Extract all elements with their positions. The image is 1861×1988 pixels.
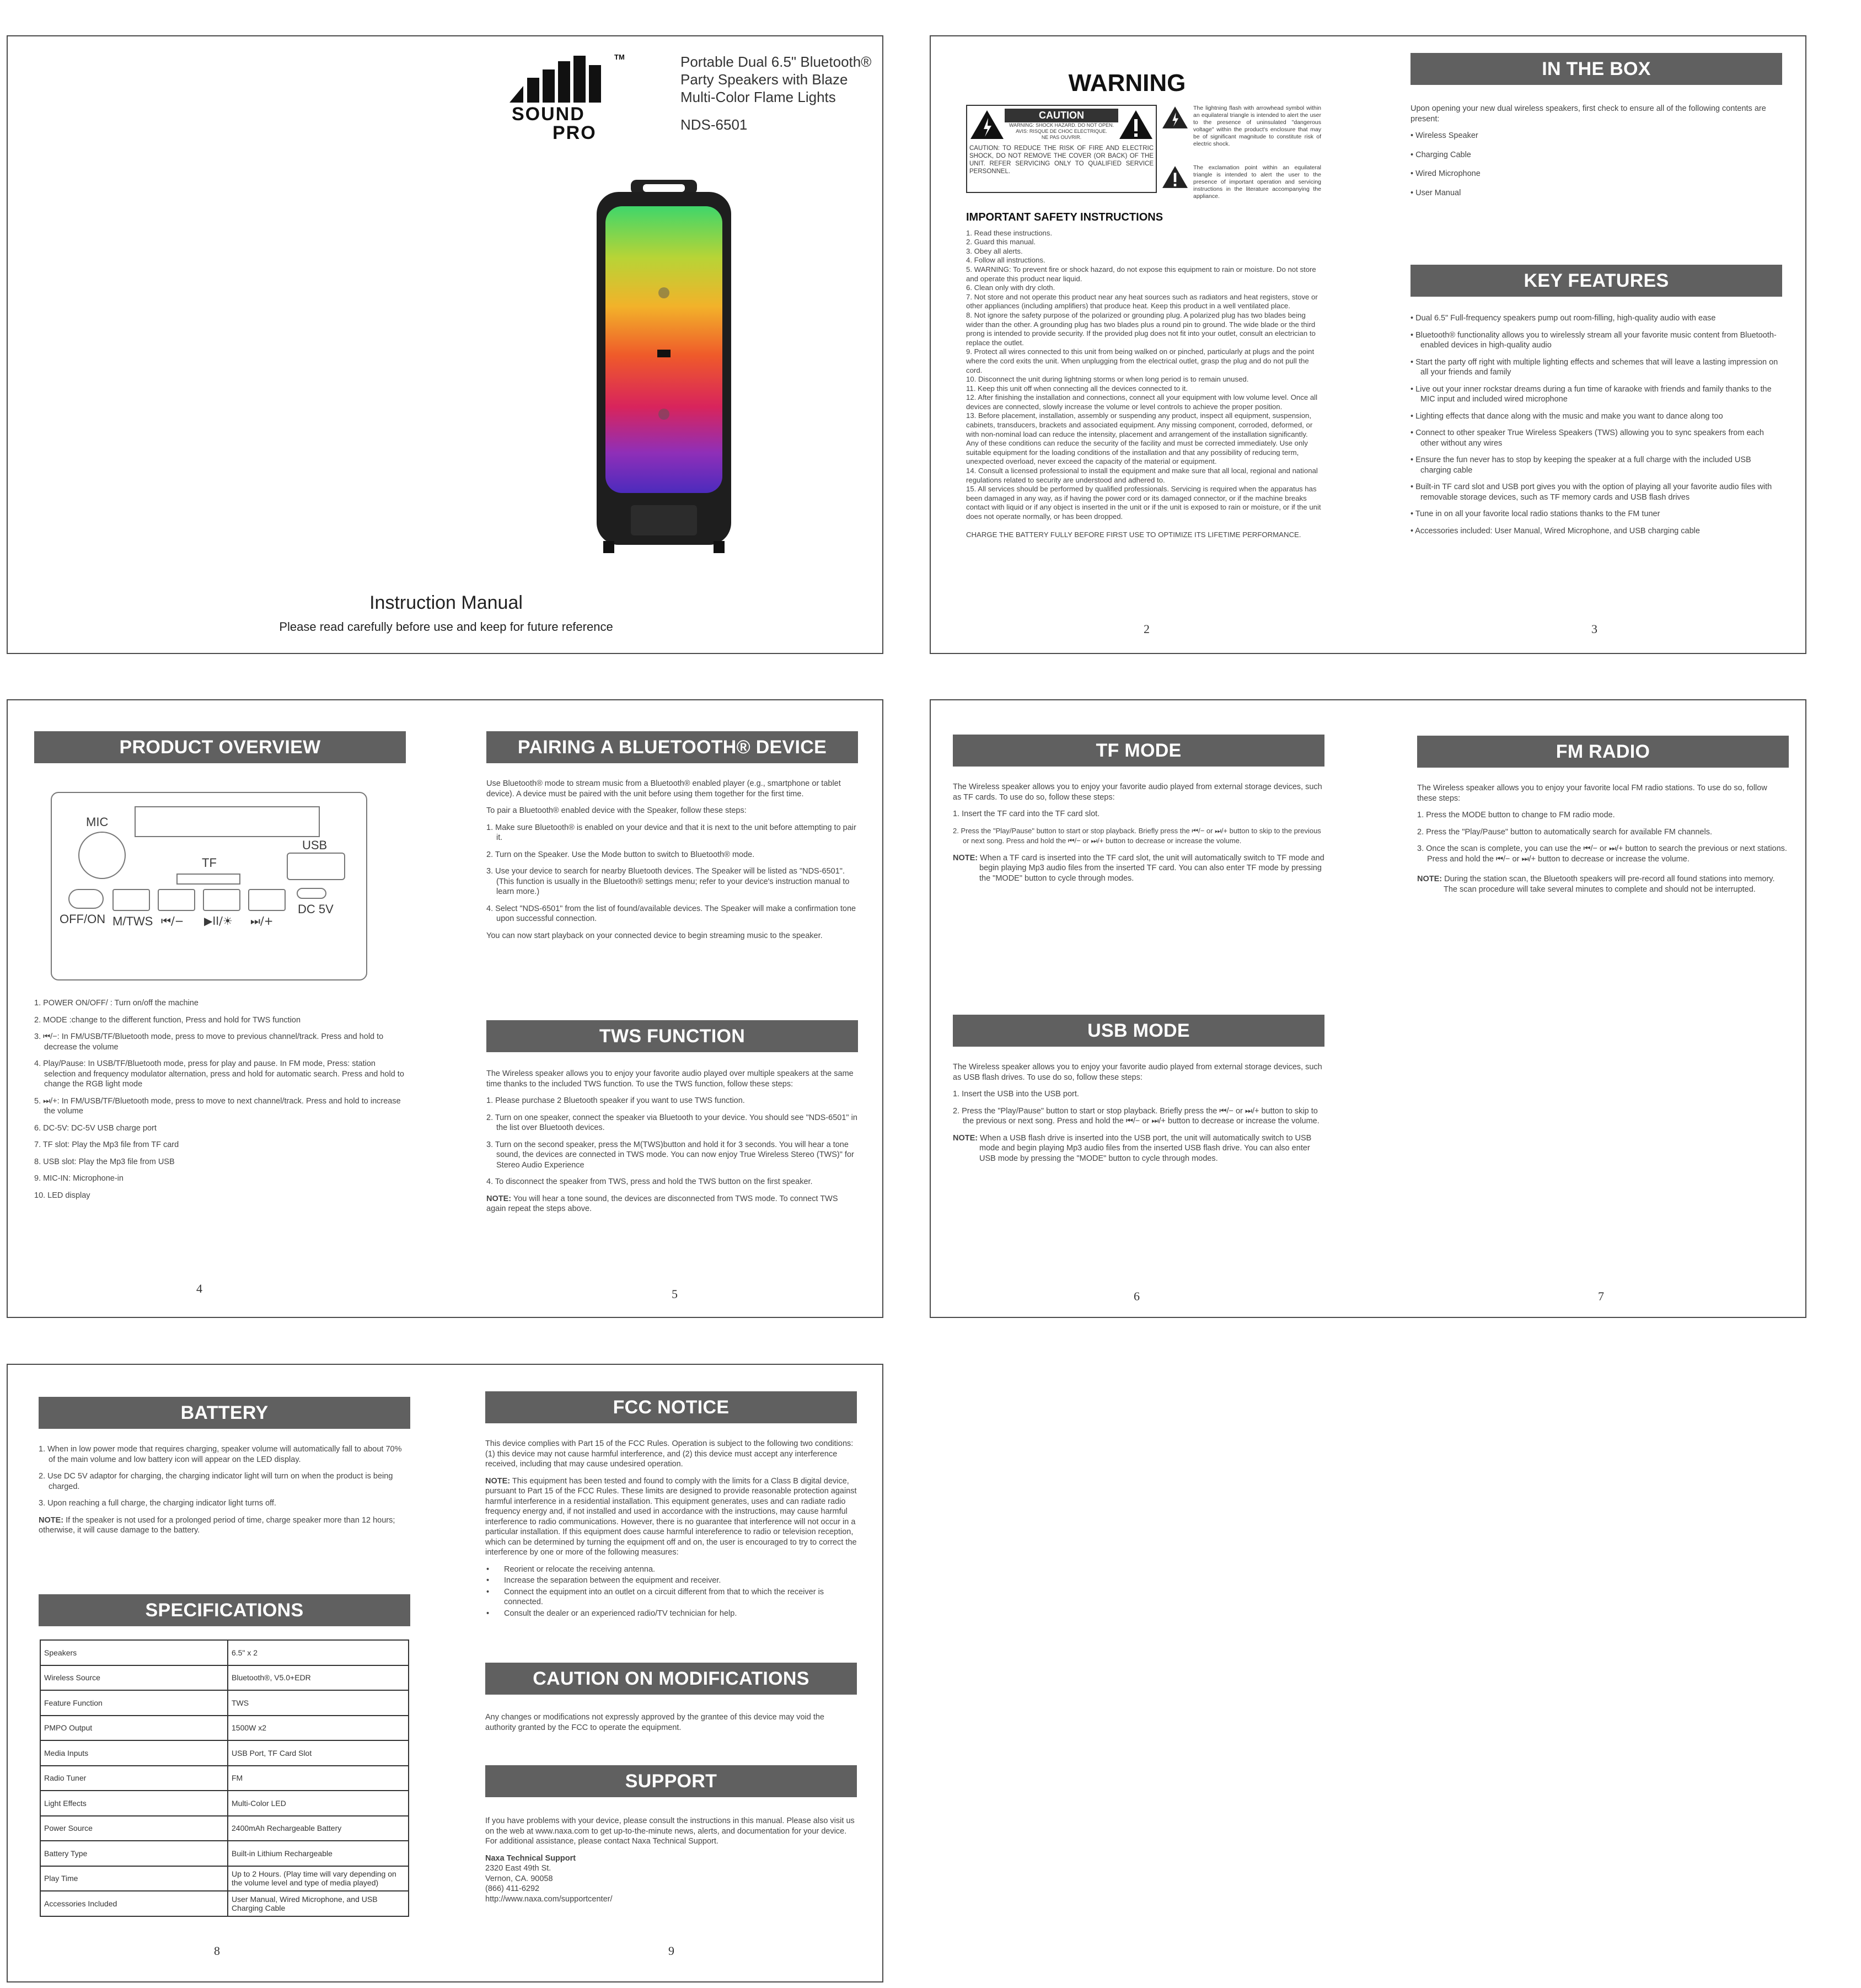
overview-item: 10. LED display <box>34 1191 90 1200</box>
feature-item: • Accessories included: User Manual, Wired Microphone, and USB charging cable <box>1411 526 1700 535</box>
support-url[interactable]: http://www.naxa.com/supportcenter/ <box>485 1894 613 1904</box>
fcc-bullet: • Reorient or relocate the receiving antenna. <box>485 1564 857 1575</box>
spec-row <box>40 1716 409 1741</box>
spec-row <box>40 1665 409 1691</box>
box-list <box>1411 131 1782 198</box>
overview-item: 2. MODE :change to the different function, Press and hold for TWS function <box>34 1015 301 1025</box>
page-number-4: 4 <box>196 1282 202 1295</box>
box-item: • Wireless Speaker <box>1411 131 1478 140</box>
spec-row <box>40 1866 409 1891</box>
battery-item: 2. Use DC 5V adaptor for charging, the charging indicator light will turn on when the product is being charged. <box>39 1472 393 1491</box>
feature-item: • Live out your inner rockstar dreams during a fun time of karaoke with friends and family thanks to the MIC input and included wired microphone <box>1411 384 1772 404</box>
control-panel-diagram <box>51 792 367 980</box>
key-features-header: KEY FEATURES <box>1411 265 1782 297</box>
tws-step: 1. Please purchase 2 Bluetooth speaker if you want to use TWS function. <box>486 1096 745 1105</box>
symbol-explanation-1 <box>1161 105 1321 148</box>
fm-step-3: 3. Once the scan is complete, you can use the ⏮/− or ⏭/+ button to search the previous or next stations. Press and hold the ⏮/− or ⏭/+ button to decrease or increase the volume. <box>1417 844 1787 864</box>
overview-item: 4. Play/Pause: In USB/TF/Bluetooth mode, press for play and pause. In FM mode, Press: station selection and frequency modulator alternation, press and hold for automatic search. Press and hold to change the RGB light mode <box>34 1059 404 1089</box>
speaker-image <box>592 180 736 555</box>
caution-label: CAUTION <box>1005 109 1118 122</box>
overview-item: 9. MIC-IN: Microphone-in <box>34 1174 124 1183</box>
spec-label: Accessories Included <box>40 1891 228 1916</box>
note-label: NOTE: <box>39 1515 64 1525</box>
caution-small-text: AVIS: RISQUE DE CHOC ELECTRIQUE. <box>1016 128 1107 134</box>
safety-item: 14. Consult a licensed professional to install the equipment and make sure that all local, regional and national regulations related to security are understood and adhered to. <box>966 467 1318 484</box>
logo-bars-icon <box>504 53 625 103</box>
page-number-6: 6 <box>1134 1289 1140 1303</box>
product-title-line: Portable Dual 6.5" Bluetooth® <box>680 53 872 70</box>
battery-header: BATTERY <box>39 1397 410 1429</box>
note-text: You will hear a tone sound, the devices are disconnected from TWS mode. To connect TWS again repeat the steps above. <box>486 1194 838 1213</box>
play-label: ▶II/☀ <box>204 914 233 928</box>
box-item: • Wired Microphone <box>1411 169 1481 178</box>
prev-button[interactable] <box>158 889 195 911</box>
tws-step: 2. Turn on one speaker, connect the speaker via Bluetooth to your device. You should see "NDS-6501" in the list over Bluetooth devices. <box>486 1113 857 1132</box>
spec-label: Radio Tuner <box>40 1766 228 1791</box>
note-label: NOTE: <box>486 1194 512 1203</box>
spec-label: Speakers <box>40 1640 228 1665</box>
caution-small-text: NE PAS OUVRIR. <box>1041 135 1082 140</box>
usb-label: USB <box>302 838 328 852</box>
caution-small-text: WARNING: SHOCK HAZARD. DO NOT OPEN. <box>1009 122 1114 128</box>
safety-item: 9. Protect all wires connected to this unit from being walked on or pinched, particularly at plugs and the point where the cord exits the unit. When unplugging from the electrical outlet, grasp the plug and do not pull the cord. <box>966 347 1315 374</box>
led-display <box>135 806 320 837</box>
product-title <box>680 53 871 133</box>
overview-item: 3. ⏮/−: In FM/USB/TF/Bluetooth mode, press to move to previous channel/track. Press and hold to decrease the volume <box>34 1032 384 1052</box>
pairing-step: 1. Make sure Bluetooth® is enabled on your device and that it is next to the unit before attempting to pair it. <box>486 823 856 842</box>
spec-row <box>40 1891 409 1916</box>
feature-item: • Bluetooth® functionality allows you to wirelessly stream all your favorite music content from Bluetooth-enabled devices in high-quality audio <box>1411 330 1777 350</box>
spec-value: 1500W x2 <box>228 1716 409 1741</box>
spec-label: Media Inputs <box>40 1740 228 1766</box>
next-label: ⏭/+ <box>250 914 273 928</box>
support-header: SUPPORT <box>485 1765 857 1797</box>
caution-text: CAUTION: TO REDUCE THE RISK OF FIRE AND ELECTRIC SHOCK, DO NOT REMOVE THE COVER (OR BACK) OF THE UNIT. REFER SERVICING ONLY TO QUALIFIED SERVICE PERSONNEL. <box>969 145 1154 175</box>
page-6-7 <box>930 699 1806 1318</box>
note-label: NOTE: <box>953 853 978 862</box>
dc5v-label: DC 5V <box>298 902 334 916</box>
tws-steps <box>486 1096 858 1187</box>
spec-row <box>40 1690 409 1716</box>
fcc-bullet: • Consult the dealer or an experienced radio/TV technician for help. <box>485 1609 857 1619</box>
safety-item: 1. Read these instructions. <box>966 228 1053 237</box>
pairing-step: 2. Turn on the Speaker. Use the Mode button to switch to Bluetooth® mode. <box>486 850 755 859</box>
spec-label: Power Source <box>40 1816 228 1841</box>
safety-item: 2. Guard this manual. <box>966 238 1036 247</box>
safety-item: 13. Before placement, installation, assembly or suspending any product, inspect all equipment, suspension, cabinets, transducers, brackets and associated equipment. Any missing component, corroded, deformed, or with non-nominal load can reduce the intensity, placement and arrangement of the installation significantly. Any of these conditions can reduce the security of the facility and must be corrected immediately. Use only suitable equipment for the loading conditions of the installation and that any possibility of reducing term, unexpected overload, never exceed the capacity of the material or equipment. <box>966 411 1313 466</box>
page-number-5: 5 <box>672 1287 678 1301</box>
spec-label: Battery Type <box>40 1841 228 1866</box>
tf-mode-header: TF MODE <box>953 735 1324 767</box>
spec-label: Feature Function <box>40 1690 228 1716</box>
spec-value: TWS <box>228 1690 409 1716</box>
page-8-9 <box>7 1364 883 1982</box>
spec-value: USB Port, TF Card Slot <box>228 1740 409 1766</box>
mtws-label: M/TWS <box>112 914 153 928</box>
spec-table <box>40 1639 409 1917</box>
pairing-step: 3. Use your device to search for nearby Bluetooth devices. The Speaker will be listed as "NDS-6501". (This function is usually in the Bluetooth® settings menu; refer to your device's instruction manual to learn more.) <box>486 867 850 896</box>
usb-intro: The Wireless speaker allows you to enjoy your favorite audio played from external storage devices, such as USB flash drives. To use do so, follow these steps: <box>953 1063 1322 1082</box>
tf-intro: The Wireless speaker allows you to enjoy your favorite audio played from external storage devices, such as TF cards. To use do so, follow these steps: <box>953 783 1322 802</box>
caution-modifications-header: CAUTION ON MODIFICATIONS <box>485 1663 857 1695</box>
model-number: NDS-6501 <box>680 116 748 133</box>
support-text: If you have problems with your device, please consult the instructions in this manual. Please also visit us on the web at www.naxa.com to get up-to-the-minute news, alerts, and documentation for your device. For additional assistance, please contact Naxa Technical Support. <box>485 1816 855 1846</box>
spec-row <box>40 1816 409 1841</box>
spec-value: 2400mAh Rechargeable Battery <box>228 1816 409 1841</box>
overview-item: 8. USB slot: Play the Mp3 file from USB <box>34 1157 175 1166</box>
caution-modifications-text: Any changes or modifications not expressly approved by the grantee of this device may void the authority granted by the FCC to operate the equipment. <box>485 1713 824 1732</box>
safety-title: IMPORTANT SAFETY INSTRUCTIONS <box>966 211 1163 223</box>
battery-item: 3. Upon reaching a full charge, the charging indicator light turns off. <box>39 1499 276 1508</box>
product-title-line: Party Speakers with Blaze <box>680 71 848 88</box>
exclamation-warning-icon <box>1118 108 1154 141</box>
spec-value: 6.5" x 2 <box>228 1640 409 1665</box>
fcc-bullet: • Increase the separation between the equipment and receiver. <box>485 1576 857 1586</box>
note-label: NOTE: <box>485 1476 511 1486</box>
tws-header: TWS FUNCTION <box>486 1020 858 1052</box>
spec-label: Light Effects <box>40 1791 228 1816</box>
page-number-7: 7 <box>1598 1289 1604 1303</box>
overview-item: 5. ⏭/+: In FM/USB/TF/Bluetooth mode, press to move to next channel/track. Press and hold to increase the volume <box>34 1096 401 1116</box>
tws-step: 4. To disconnect the speaker from TWS, press and hold the TWS button on the first speaker. <box>486 1177 813 1186</box>
tws-note <box>486 1194 858 1214</box>
spec-value: User Manual, Wired Microphone, and USB Charging Cable <box>228 1891 409 1916</box>
tf-step-1: 1. Insert the TF card into the TF card slot. <box>953 810 1100 818</box>
spec-row <box>40 1791 409 1816</box>
symbol-explanation-2 <box>1161 164 1321 200</box>
overview-item: 6. DC-5V: DC-5V USB charge port <box>34 1123 157 1133</box>
fm-step-2: 2. Press the "Play/Pause" button to automatically search for available FM channels. <box>1417 827 1712 837</box>
pairing-intro2: To pair a Bluetooth® enabled device with the Speaker, follow these steps: <box>486 806 747 815</box>
logo-text-sound: SOUND <box>512 104 585 125</box>
page-number-2: 2 <box>1144 622 1150 636</box>
spec-value: Up to 2 Hours. (Play time will vary depending on the volume level and type of media played) <box>228 1866 409 1891</box>
tws-step: 3. Turn on the second speaker, press the M(TWS)button and hold it for 3 seconds. You will hear a tone sound, the devices are connected in TWS mode. You can now enjoy True Wireless Stereo (TWS)" for Stereo Audio Experience <box>486 1140 854 1170</box>
page-number-3: 3 <box>1591 622 1597 636</box>
cover-page <box>7 35 883 654</box>
caution-box <box>966 105 1157 193</box>
usb-port[interactable] <box>287 853 345 880</box>
safety-item: 10. Disconnect the unit during lightning storms or when long period is to remain unused. <box>966 375 1249 384</box>
tf-note <box>953 853 1324 884</box>
feature-item: • Start the party off right with multiple lighting effects and schemes that will leave a lasting impression on all your friends and family <box>1411 357 1778 377</box>
note-text: When a USB flash drive is inserted into the USB port, the unit will automatically switch to USB mode and begin playing Mp3 audio files from the inserted USB flash drive. You can also enter USB mode by pressing the "MODE" button to cycle through modes. <box>979 1133 1312 1163</box>
in-the-box-header: IN THE BOX <box>1411 53 1782 85</box>
dc5v-port[interactable] <box>297 888 326 899</box>
spec-row <box>40 1640 409 1665</box>
safety-item: 7. Not store and not operate this product near any heat sources such as radiators and heat registers, stove or other appliances (including amplifiers) that produce heat. Keep this product in a well ventilated place. <box>966 292 1318 310</box>
prev-label: ⏮/− <box>161 914 184 928</box>
soundpro-logo <box>504 53 647 163</box>
usb-step-2: 2. Press the "Play/Pause" button to start or stop playback. Briefly press the ⏮/− or ⏭/+ button to skip to the previous or next song. Press and hold the ⏮/− or ⏭/+ button to decrease or increase the volume. <box>953 1106 1320 1126</box>
fcc-intro: This device complies with Part 15 of the FCC Rules. Operation is subject to the following two conditions: (1) this device may not cause harmful interference, and (2) this device must accept any interference received, including that may cause undesired operation. <box>485 1439 854 1469</box>
spec-label: Play Time <box>40 1866 228 1891</box>
spec-value: Multi-Color LED <box>228 1791 409 1816</box>
in-the-box-intro: Upon opening your new dual wireless speakers, first check to ensure all of the following contents are present: <box>1411 104 1766 124</box>
note-text: This equipment has been tested and found to comply with the limits for a Class B digital device, pursuant to Part 15 of the FCC Rules. These limits are designed to provide reasonable protection against harmful interference in a residential installation. This equipment generates, uses and can radiate radio frequency energy and, if not installed and used in accordance with the instructions, may cause harmful interference to radio communications. However, there is no guarantee that interference will not occur in a particular installation. If this equipment does cause harmful intereference to radio or television reception, which can be determined by turning the equipment off and on, the user is encouraged to try to correct the interference by one or more of the following measures: <box>485 1476 857 1557</box>
battery-item: 1. When in low power mode that requires charging, speaker volume will automatically fall to about 70% of the main volume and low battery icon will appear on the LED display. <box>39 1445 402 1464</box>
note-label: NOTE: <box>1417 875 1442 883</box>
spec-value: Bluetooth®, V5.0+EDR <box>228 1665 409 1691</box>
fcc-bullets <box>485 1564 857 1619</box>
safety-list <box>966 229 1321 522</box>
spec-label: Wireless Source <box>40 1665 228 1691</box>
overview-item: 7. TF slot: Play the Mp3 file from TF card <box>34 1140 179 1149</box>
tws-intro: The Wireless speaker allows you to enjoy your favorite audio played over multiple speakers at the same time thanks to the included TWS function. To use the TWS function, follow these steps: <box>486 1069 854 1089</box>
spec-value: Built-in Lithium Rechargeable <box>228 1841 409 1866</box>
pairing-header: PAIRING A BLUETOOTH® DEVICE <box>486 731 858 763</box>
mode-tws-button[interactable] <box>112 889 150 911</box>
spec-row <box>40 1766 409 1791</box>
safety-item: 4. Follow all instructions. <box>966 256 1045 265</box>
symbol1-text: The lightning flash with arrowhead symbol within an equilateral triangle is intended to alert the user to the presence of uninsulated "dangerous voltage" within the product's enclosure that may be of significant magnitude to constitute risk of electric shock. <box>1193 105 1321 147</box>
safety-item: 6. Clean only with dry cloth. <box>966 283 1055 292</box>
usb-note <box>953 1133 1324 1164</box>
specifications-header: SPECIFICATIONS <box>39 1594 410 1626</box>
safety-item: 8. Not ignore the safety purpose of the polarized or grounding plug. A polarized plug has two blades being wider than the other. A grounding plug has two blades plus a round pin to ground. The wide blade or the third prong is intended to provide security. If the provided plug does not fit into your outlet, consult an electrician to replace the outlet. <box>966 310 1316 347</box>
page-number-8: 8 <box>214 1944 220 1958</box>
support-phone: (866) 411-6292 <box>485 1884 540 1893</box>
logo-text-pro: PRO <box>553 122 597 143</box>
feature-item: • Tune in on all your favorite local radio stations thanks to the FM tuner <box>1411 510 1660 518</box>
pairing-step: 4. Select "NDS-6501" from the list of found/available devices. The Speaker will make a confirmation tone upon successful connection. <box>486 904 856 923</box>
tf-slot[interactable] <box>176 874 240 885</box>
safety-item: 11. Keep this unit off when connecting all the devices connected to it. <box>966 384 1188 393</box>
product-overview-header: PRODUCT OVERVIEW <box>34 731 406 763</box>
battery-note <box>39 1515 410 1536</box>
manual-subtitle: Please read carefully before use and keep for future reference <box>279 620 613 634</box>
tf-label: TF <box>202 856 217 870</box>
spec-row <box>40 1841 409 1866</box>
charge-note: CHARGE THE BATTERY FULLY BEFORE FIRST USE TO OPTIMIZE ITS LIFETIME PERFORMANCE. <box>966 530 1301 539</box>
logo-tm: TM <box>614 53 625 61</box>
battery-list <box>39 1444 410 1509</box>
feature-item: • Dual 6.5" Full-frequency speakers pump out room-filling, high-quality audio with ease <box>1411 314 1716 323</box>
support-address-2: Vernon, CA. 90058 <box>485 1874 553 1883</box>
feature-list <box>1411 313 1782 536</box>
spec-label: PMPO Output <box>40 1716 228 1741</box>
box-item: • User Manual <box>1411 188 1461 197</box>
note-text: During the station scan, the Bluetooth speakers will pre-record all found stations into memory. The scan procedure will take several minutes to complete and should not be interrupted. <box>1444 875 1775 894</box>
note-label: NOTE: <box>953 1133 978 1143</box>
power-switch[interactable] <box>68 889 104 909</box>
mic-label: MIC <box>86 815 109 829</box>
overview-list <box>34 998 409 1207</box>
warning-title: WARNING <box>1068 69 1186 97</box>
pairing-outro: You can now start playback on your connected device to begin streaming music to the speaker. <box>486 931 823 940</box>
play-pause-button[interactable] <box>203 889 240 911</box>
off-on-label: OFF/ON <box>60 912 106 926</box>
support-company: Naxa Technical Support <box>485 1853 576 1863</box>
note-text: If the speaker is not used for a prolonged period of time, charge speaker more than 12 hours; otherwise, it will cause damage to the battery. <box>39 1515 395 1535</box>
product-title-line: Multi-Color Flame Lights <box>680 89 836 105</box>
pairing-steps <box>486 823 858 924</box>
safety-item: 12. After finishing the installation and connections, connect all your equipment with low volume level. Once all devices are connected, slowly increase the volume or level controls to achieve the proper position. <box>966 393 1318 411</box>
tf-step-2: 2. Press the "Play/Pause" button to start or stop playback. Briefly press the ⏮/− or ⏭/+ button to skip to the previous or next song. Press and hold the ⏮/− or ⏭/+ button to decrease or increase the volume. <box>953 826 1321 845</box>
fcc-bullet: • Connect the equipment into an outlet on a circuit different from that to which the receiver is connected. <box>485 1587 857 1607</box>
fm-step-1: 1. Press the MODE button to change to FM radio mode. <box>1417 811 1615 819</box>
fcc-note <box>485 1476 857 1558</box>
fm-note <box>1417 874 1789 894</box>
support-address-1: 2320 East 49th St. <box>485 1864 551 1873</box>
usb-mode-header: USB MODE <box>953 1015 1324 1047</box>
pairing-intro: Use Bluetooth® mode to stream music from a Bluetooth® enabled player (e.g., smartphone or tablet device). A device must be paired with the unit before using them together for the first time. <box>486 779 841 799</box>
page-4-5 <box>7 699 883 1318</box>
safety-instructions <box>966 213 1321 539</box>
feature-item: • Ensure the fun never has to stop by keeping the speaker at a full charge with the included USB charging cable <box>1411 456 1751 475</box>
lightning-symbol-icon <box>1161 105 1189 130</box>
feature-item: • Lighting effects that dance along with the music and make you want to dance along too <box>1411 411 1723 421</box>
fcc-header: FCC NOTICE <box>485 1391 857 1423</box>
safety-item: 15. All services should be performed by qualified professionals. Servicing is required when the apparatus has been damaged in any way, as if having the power cord or its damaged connector, or if the machine breaks contact with liquid or if any object is inserted in the unit or if the unit is exposed to rain or moisture, or if the unit does not operate normally, or has been dropped. <box>966 485 1321 521</box>
manual-title: Instruction Manual <box>369 592 523 613</box>
usb-step-1: 1. Insert the USB into the USB port. <box>953 1090 1079 1099</box>
next-button[interactable] <box>248 889 286 911</box>
spec-value: FM <box>228 1766 409 1791</box>
page-2-3 <box>930 35 1806 654</box>
fm-radio-header: FM RADIO <box>1417 736 1789 768</box>
overview-item: 1. POWER ON/OFF/ : Turn on/off the machine <box>34 999 199 1008</box>
spec-row <box>40 1740 409 1766</box>
lightning-warning-icon <box>969 108 1005 141</box>
feature-item: • Built-in TF card slot and USB port gives you with the option of playing all your favorite audio files with removable storage devices, such as TF memory cards and USB flash drives <box>1411 483 1772 502</box>
note-text: When a TF card is inserted into the TF card slot, the unit will automatically switch to TF mode and begin playing Mp3 audio files from the inserted TF card. You can also enter TF mode by pressing the "MODE" button to cycle through modes. <box>979 853 1324 883</box>
symbol2-text: The exclamation point within an equilateral triangle is intended to alert the user to the presence of important operation and servicing instructions in the literature accompanying the appliance. <box>1193 164 1321 200</box>
safety-item: 3. Obey all alerts. <box>966 247 1023 255</box>
page-number-9: 9 <box>668 1944 674 1958</box>
safety-item: 5. WARNING: To prevent fire or shock hazard, do not expose this equipment to rain or moisture. Do not store and operate this product near liquid. <box>966 265 1316 283</box>
box-item: • Charging Cable <box>1411 150 1471 159</box>
mic-jack[interactable] <box>78 832 126 879</box>
feature-item: • Connect to other speaker True Wireless Speakers (TWS) allowing you to sync speakers from each other without any wires <box>1411 428 1764 448</box>
exclamation-symbol-icon <box>1161 164 1189 190</box>
fm-intro: The Wireless speaker allows you to enjoy your favorite local FM radio stations. To use do so, follow these steps: <box>1417 784 1767 803</box>
